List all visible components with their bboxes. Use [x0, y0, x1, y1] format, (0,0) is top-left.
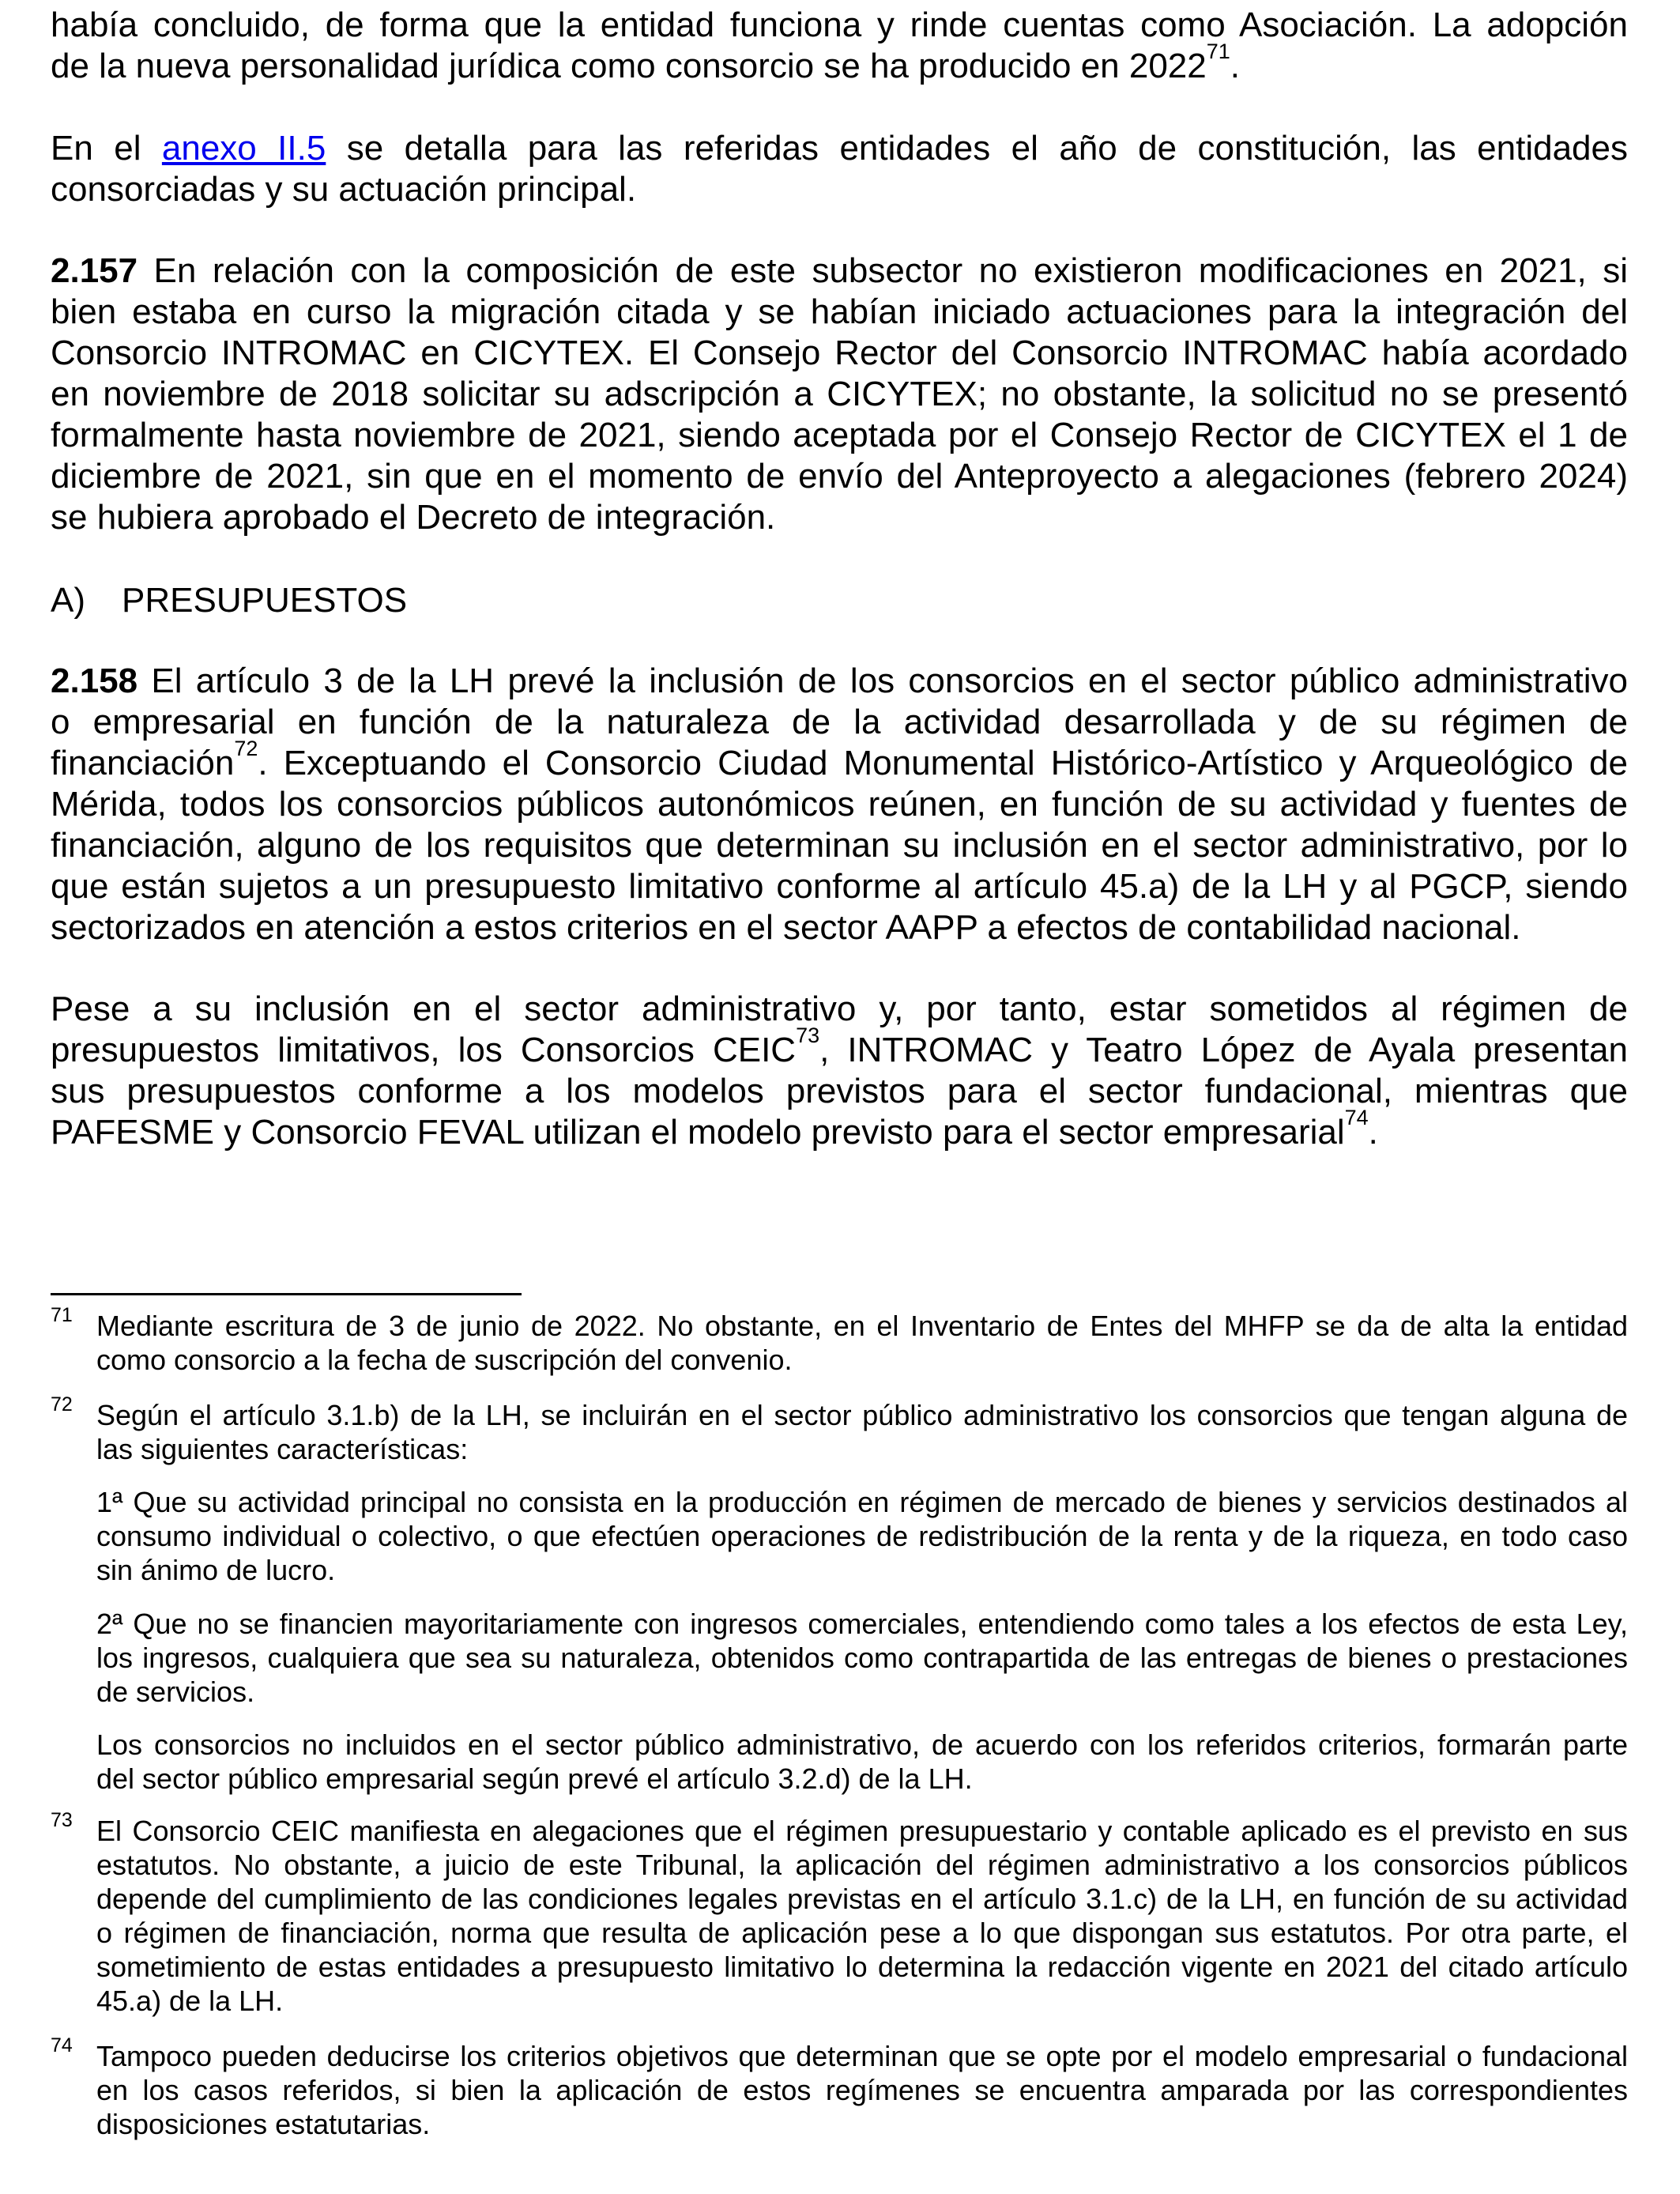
footnote-line: sometimiento de estas entidades a presupuesto limitativo lo determina la redacción vigente en 2021 del citado artículo — [96, 1951, 1628, 1983]
paragraph — [51, 5, 1628, 87]
text-segment: financiación — [51, 744, 235, 782]
text-line — [51, 251, 1628, 292]
text-line — [51, 374, 1628, 415]
footnote-line: Mediante escritura de 3 de junio de 2022. No obstante, en el Inventario de Entes del MHFP se da de alta la entidad — [96, 1310, 1628, 1342]
footnote-reference[interactable]: 71 — [1206, 40, 1230, 63]
text-segment: . Exceptuando el Consorcio Ciudad Monumental Histórico-Artístico y Arqueológico de — [258, 744, 1628, 782]
text-line — [51, 40, 1628, 87]
footnote-line: depende del cumplimiento de las condiciones legales previstas en el artículo 3.1.c) de la LH, en función de su actividad — [96, 1883, 1628, 1915]
text-line — [51, 5, 1628, 46]
footnote-line: sin ánimo de lucro. — [96, 1554, 336, 1586]
footnote-reference[interactable]: 74 — [1344, 1106, 1369, 1129]
text-segment: En el — [51, 129, 162, 168]
paragraph — [51, 989, 1628, 1153]
footnote-line: las siguientes características: — [96, 1433, 469, 1465]
text-line — [51, 866, 1628, 907]
footnote-number: 72 — [51, 1393, 73, 1416]
text-segment: que están sujetos a un presupuesto limitativo conforme al artículo 45.a) de la LH y al PGCP, siendo — [51, 867, 1628, 906]
text-line — [51, 292, 1628, 333]
footnote-line: Según el artículo 3.1.b) de la LH, se incluirán en el sector público administrativo los consorcios que tengan alguna de — [96, 1399, 1628, 1431]
text-line — [51, 497, 1628, 538]
footnote-number: 73 — [51, 1809, 73, 1831]
footnote-reference[interactable]: 72 — [234, 737, 258, 760]
text-segment: o empresarial en función de la naturaleza de la actividad desarrollada y de su régimen de — [51, 703, 1628, 741]
footnote-71 — [51, 1304, 1628, 1377]
footnote-line: en los casos referidos, si bien la aplicación de estos regímenes se encuentra amparada por las correspondientes — [96, 2074, 1628, 2106]
text-segment: En relación con la composición de este subsector no existieron modificaciones en 2021, si — [137, 251, 1628, 290]
footnote-line: 1ª Que su actividad principal no consista en la producción en régimen de mercado de bienes y servicios destinados al — [96, 1486, 1628, 1518]
text-line — [51, 989, 1628, 1030]
paragraph-number: 2.157 — [51, 251, 138, 290]
footnote-line: los ingresos, cualquiera que sea su naturaleza, obtenidos como contrapartida de las entregas de bienes o prestaciones — [96, 1642, 1628, 1674]
text-line — [51, 128, 1628, 169]
footnote-number: 74 — [51, 2034, 73, 2056]
text-segment: financiación, alguno de los requisitos que determinan su inclusión en el sector administrativo, por lo — [51, 826, 1628, 865]
text-segment: Pese a su inclusión en el sector administrativo y, por tanto, estar sometidos al régimen de — [51, 990, 1628, 1028]
text-line — [51, 1023, 1628, 1071]
text-segment: . — [1368, 1113, 1378, 1152]
footnote-subparagraph — [96, 1728, 1628, 1796]
text-segment: consorciadas y su actuación principal. — [51, 170, 637, 209]
footnote-subparagraph — [96, 1485, 1628, 1587]
footnote-subparagraph — [96, 1607, 1628, 1709]
text-line — [51, 456, 1628, 497]
footnote-reference[interactable]: 73 — [796, 1023, 820, 1047]
footnote-line: estatutos. No obstante, a juicio de este Tribunal, la aplicación del régimen administrativo a los consorcios públicos — [96, 1849, 1628, 1881]
text-segment: formalmente hasta noviembre de 2021, siendo aceptada por el Consejo Rector de CICYTEX el 1 de — [51, 416, 1628, 454]
footnote-line: disposiciones estatutarias. — [96, 2108, 431, 2140]
footnote-line: del sector público empresarial según prevé el artículo 3.2.d) de la LH. — [96, 1762, 973, 1795]
text-line — [51, 415, 1628, 456]
section-title: PRESUPUESTOS — [122, 581, 408, 620]
section-heading — [51, 580, 408, 621]
text-line — [51, 907, 1628, 948]
footnote-line: El Consorcio CEIC manifiesta en alegaciones que el régimen presupuestario y contable aplicado es el previsto en sus — [96, 1815, 1628, 1847]
text-segment: presupuestos limitativos, los Consorcios CEIC — [51, 1031, 797, 1069]
text-segment: sus presupuestos conforme a los modelos previstos para el sector fundacional, mientras que — [51, 1072, 1628, 1110]
text-line — [51, 825, 1628, 866]
text-segment: se hubiera aprobado el Decreto de integración. — [51, 498, 776, 537]
footnote-number: 71 — [51, 1304, 73, 1326]
footnote-line: de servicios. — [96, 1676, 255, 1708]
footnote-72 — [51, 1393, 1628, 1466]
footnote-separator — [51, 1293, 522, 1295]
text-line — [51, 1071, 1628, 1112]
text-line — [51, 661, 1628, 702]
footnote-line: 2ª Que no se financien mayoritariamente con ingresos comerciales, entendiendo como tales a los efectos de esta Ley, — [96, 1608, 1628, 1640]
paragraph — [51, 251, 1628, 538]
text-line — [51, 333, 1628, 374]
text-line — [51, 737, 1628, 784]
section-letter: A) — [51, 581, 85, 620]
paragraph — [51, 128, 1628, 210]
text-segment: PAFESME y Consorcio FEVAL utilizan el modelo previsto para el sector empresarial — [51, 1113, 1345, 1152]
paragraph-number: 2.158 — [51, 662, 138, 700]
paragraph — [51, 661, 1628, 948]
footnote-73 — [51, 1809, 1628, 2018]
text-line — [51, 169, 1628, 210]
text-line — [51, 784, 1628, 825]
text-segment: Mérida, todos los consorcios públicos autonómicos reúnen, en función de su actividad y fuentes de — [51, 785, 1628, 824]
text-line — [51, 702, 1628, 743]
footnote-line: o régimen de financiación, norma que resulta de aplicación pese a lo que dispongan sus estatutos. Por otra parte, el — [96, 1917, 1628, 1949]
footnote-line: consumo individual o colectivo, o que efectúen operaciones de redistribución de la renta y de la riqueza, en todo caso — [96, 1520, 1628, 1552]
text-segment: sectorizados en atención a estos criterios en el sector AAPP a efectos de contabilidad nacional. — [51, 908, 1521, 947]
text-segment: , INTROMAC y Teatro López de Ayala presentan — [819, 1031, 1628, 1069]
annex-link[interactable]: anexo II.5 — [161, 129, 326, 168]
footnote-line: 45.a) de la LH. — [96, 1985, 284, 2017]
footnote-74 — [51, 2034, 1628, 2141]
text-segment: bien estaba en curso la migración citada y se habían iniciado actuaciones para la integración del — [51, 292, 1628, 331]
footnote-line: como consorcio a la fecha de suscripción del convenio. — [96, 1344, 793, 1376]
text-segment: . — [1230, 47, 1241, 85]
text-segment: en noviembre de 2018 solicitar su adscripción a CICYTEX; no obstante, la solicitud no se presentó — [51, 375, 1628, 413]
text-line — [51, 1106, 1628, 1153]
text-segment: El artículo 3 de la LH prevé la inclusión de los consorcios en el sector público administrativo — [137, 662, 1628, 700]
footnote-line: Los consorcios no incluidos en el sector público administrativo, de acuerdo con los referidos criterios, formarán parte — [96, 1728, 1628, 1761]
footnote-line: Tampoco pueden deducirse los criterios objetivos que determinan que se opte por el modelo empresarial o fundacional — [96, 2040, 1628, 2072]
text-segment: de la nueva personalidad jurídica como consorcio se ha producido en 2022 — [51, 47, 1207, 85]
text-segment: había concluido, de forma que la entidad funciona y rinde cuentas como Asociación. La adopción — [51, 6, 1628, 44]
text-segment: Consorcio INTROMAC en CICYTEX. El Consejo Rector del Consorcio INTROMAC había acordado — [51, 334, 1628, 372]
text-segment: se detalla para las referidas entidades el año de constitución, las entidades — [326, 129, 1628, 168]
text-segment: diciembre de 2021, sin que en el momento de envío del Anteproyecto a alegaciones (febrero 2024) — [51, 457, 1628, 496]
